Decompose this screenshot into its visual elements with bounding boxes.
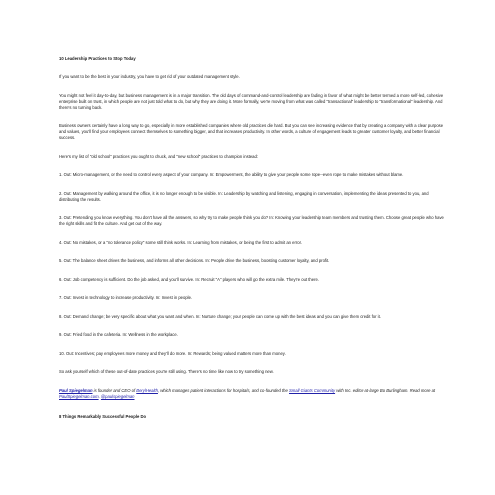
- author-bio-text: with Inc. editor-at-large Bo Burlingham. Read more at: [335, 387, 436, 393]
- list-item: 4. Out: No mistakes, or a "no tolerance policy" some still think works. In: Learning from mistakes, or being the first to admit an error.: [59, 239, 302, 245]
- list-item: 5. Out: The balance sheet drives the business, and informs all other decisions. In: People drive the business, boosting customer loyalty, and profit.: [59, 258, 330, 263]
- list-item: 3. Out: Pretending you know everything. You don't have all the answers, so why try to make people think you do? In: Knowing your leadership team members and trusting them. Choose great people who have the right skills and fit the culture. And get out of the way.: [59, 215, 444, 226]
- body-paragraph: Here's my list of "old school" practices you ought to chuck, and "new school" practices to champion instead:: [59, 153, 259, 159]
- author-bio: [59, 388, 444, 400]
- list-item: 8. Out: Demand change; be very specific about what you want and when. In: Nurture change; your people can come up with the best ideas and you can give them credit for it.: [59, 313, 381, 319]
- closing-paragraph: So ask yourself which of these out-of-date practices you're still using. There's no time like now to try something new.: [59, 369, 274, 374]
- body-paragraph: You might not feel it day-to-day, but business management is in a major transition. The old days of command-and-control leadership are fading in favor of what might be better termed a more self-led, cohesive enterprise built on trust, in which people are not just told what to do, but why they are doing it. More formally, we're moving from what was called "transactional" leadership to "transformational" leadership. And there's no turning back.: [59, 92, 444, 110]
- author-bio-text: , which manages patient interactions for hospitals, and co-founded the: [157, 387, 289, 393]
- twitter-link[interactable]: @paulspiegelman: [100, 393, 135, 399]
- list-item: 2. Out: Management by walking around the office, it is no longer enough to be visible. In: Leadership by watching and listening, engaging in conversation, implementing the ideas presented to you, and distributing the results.: [59, 190, 429, 202]
- list-item: 7. Out: Invest in technology to increase productivity. In: Invest in people.: [59, 295, 193, 300]
- intro-paragraph: If you want to be the best in your industry, you have to get rid of your outdated management style.: [59, 74, 240, 79]
- list-item: 9. Out: Fried food in the cafeteria. In: Wellness in the workplace.: [59, 332, 178, 337]
- author-bio-text: .: [98, 393, 101, 399]
- company-link[interactable]: BerylHealth: [136, 387, 158, 393]
- article-title: 10 Leadership Practices to Stop Today: [59, 56, 136, 61]
- list-item: 1. Out: Micro-management, or the need to control every aspect of your company. In: Empowerment, the ability to give your people some rope--even rope to make mistakes without blame.: [59, 172, 404, 177]
- article: [59, 56, 444, 420]
- community-link[interactable]: Small Giants Community: [289, 387, 336, 393]
- author-bio-text: is founder and CEO of: [92, 387, 137, 393]
- list-item: 10. Out: Incentives; pay employees more money and they'll do more. In: Rewards; being valued matters more than money.: [59, 350, 286, 356]
- body-paragraph: Business owners certainly have a long way to go, especially in more established companies where old practices die hard. But you can see increasing evidence that by creating a company with a clear purpose and values, you'll find your employees connect themselves to something bigger, and that increases productivity. In other words, a culture of engagement leads to greater customer loyalty, and better financial success.: [59, 123, 444, 140]
- website-link[interactable]: PaulSpiegelman.com: [59, 393, 99, 399]
- author-name-link[interactable]: Paul Spiegelman: [59, 387, 93, 393]
- next-article-title[interactable]: 8 Things Remarkably Successful People Do: [59, 413, 147, 419]
- list-item: 6. Out: Job competency is sufficient. Do the job asked, and you'll survive. In: Recruit "A" players who will go the extra mile. They're out there.: [59, 276, 319, 282]
